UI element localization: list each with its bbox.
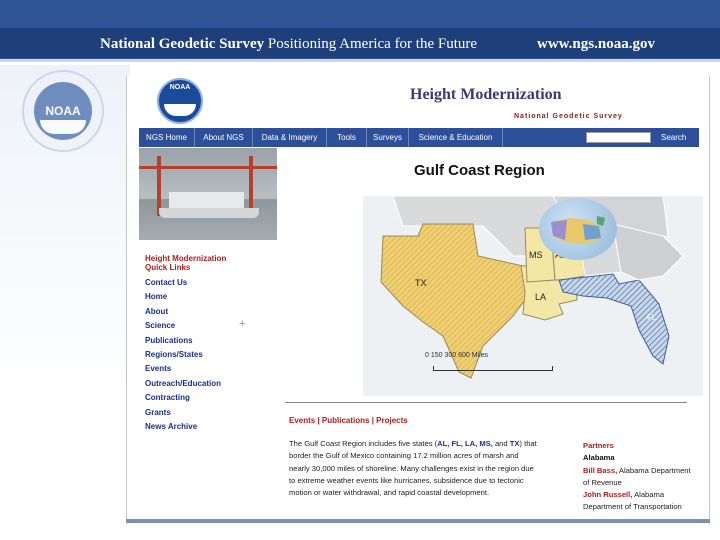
noaa-logo-label: NOAA: [169, 84, 191, 91]
map-scale-bar: [433, 366, 553, 371]
map-label-la: LA: [535, 292, 547, 302]
us-inset-globe-icon: [539, 198, 617, 260]
nav-ngs-home[interactable]: NGS Home: [139, 128, 195, 147]
desc-part-1: The Gulf Coast Region includes five states (: [289, 439, 438, 448]
search-input[interactable]: [586, 132, 651, 143]
quick-link-news-archive[interactable]: News Archive: [145, 421, 198, 431]
partners-panel: [583, 440, 693, 514]
region-description: [289, 438, 537, 499]
region-title: Gulf Coast Region: [414, 162, 545, 179]
partner-state: Alabama: [583, 453, 615, 463]
bridge-tower: [249, 156, 253, 216]
quick-link-home[interactable]: Home: [145, 292, 168, 302]
site-title: Height Modernization: [410, 86, 562, 103]
partners-heading: Partners: [583, 441, 614, 450]
noaa-seal-emblem: [34, 82, 92, 140]
noaa-seal-bird-icon: [40, 120, 86, 134]
partner-entry: [583, 465, 693, 490]
noaa-seal-label: NOAA: [45, 104, 81, 118]
quick-link-about[interactable]: About: [145, 306, 169, 316]
banner-agency: [100, 36, 477, 53]
map-scale-text: 0 150 300 600 Miles: [425, 352, 489, 359]
noaa-logo-bird-icon: [164, 104, 196, 116]
banner-agency-name: National Geodetic Survey: [100, 36, 265, 52]
events-publications-projects-links[interactable]: Events | Publications | Projects: [289, 416, 408, 425]
quick-link-grants[interactable]: Grants: [145, 407, 171, 417]
nav-tools[interactable]: Tools: [327, 128, 367, 147]
section-divider: [285, 402, 687, 403]
nav-science-education[interactable]: Science & Education: [409, 128, 503, 147]
slide-banner: [0, 0, 720, 62]
quick-links-title-line2: Quick Links: [145, 263, 191, 272]
desc-part-3: ) that border the Gulf of Mexico containing 17.2 million acres of marsh and nearly 30,000 miles of shoreline. Many challenges exist in the region due to extreme weather events like hurricanes, subsidence due to tectonic motion or water withdrawal, and rapid coastal development.: [289, 439, 537, 498]
website-screenshot: [126, 76, 710, 524]
golden-gate-photo: [139, 148, 277, 240]
quick-link-regions-states[interactable]: Regions/States: [145, 349, 203, 359]
map-label-fl: FL: [647, 313, 657, 322]
nav-data-imagery[interactable]: Data & Imagery: [253, 128, 327, 147]
quick-link-contracting[interactable]: Contracting: [145, 393, 190, 403]
bridge-tower: [157, 156, 161, 216]
banner-tagline: Positioning America for the Future: [267, 36, 478, 52]
search-button[interactable]: Search: [661, 133, 687, 142]
quick-link-contact-us[interactable]: Contact Us: [145, 278, 188, 287]
site-bottom-bar: [126, 519, 710, 523]
bridge-deck: [139, 166, 277, 169]
banner-url: www.ngs.noaa.gov: [537, 36, 655, 52]
desc-tx[interactable]: TX: [509, 439, 520, 448]
partner-org: Alabama Department of Revenue: [583, 465, 691, 487]
desc-states[interactable]: AL, FL, LA, MS,: [437, 439, 493, 448]
partner-name[interactable]: Bill Bass,: [583, 465, 618, 475]
quick-link-science[interactable]: Science: [145, 321, 176, 331]
map-label-tx: TX: [415, 278, 427, 288]
quick-link-publications[interactable]: Publications: [145, 335, 193, 345]
quick-links-title-line1: Height Modernization: [145, 254, 227, 263]
quick-link-events[interactable]: Events: [145, 364, 172, 374]
ship: [159, 208, 259, 218]
quick-links-list: [145, 276, 221, 434]
map-label-ms: MS: [529, 250, 543, 260]
quick-links-title: [145, 254, 226, 272]
noaa-logo-icon[interactable]: [157, 78, 203, 124]
nav-about-ngs[interactable]: About NGS: [195, 128, 253, 147]
partner-name[interactable]: John Russell,: [583, 490, 633, 500]
quick-link-outreach-education[interactable]: Outreach/Education: [145, 378, 222, 388]
expand-plus-icon[interactable]: +: [239, 318, 246, 330]
site-subtitle: National Geodetic Survey: [514, 113, 623, 120]
desc-part-2: and: [492, 439, 510, 448]
partner-entry: [583, 489, 693, 514]
main-navigation: [139, 128, 699, 147]
partner-org: Alabama Department of Transportation: [583, 490, 682, 512]
noaa-seal-icon: [22, 70, 104, 152]
nav-surveys[interactable]: Surveys: [367, 128, 409, 147]
